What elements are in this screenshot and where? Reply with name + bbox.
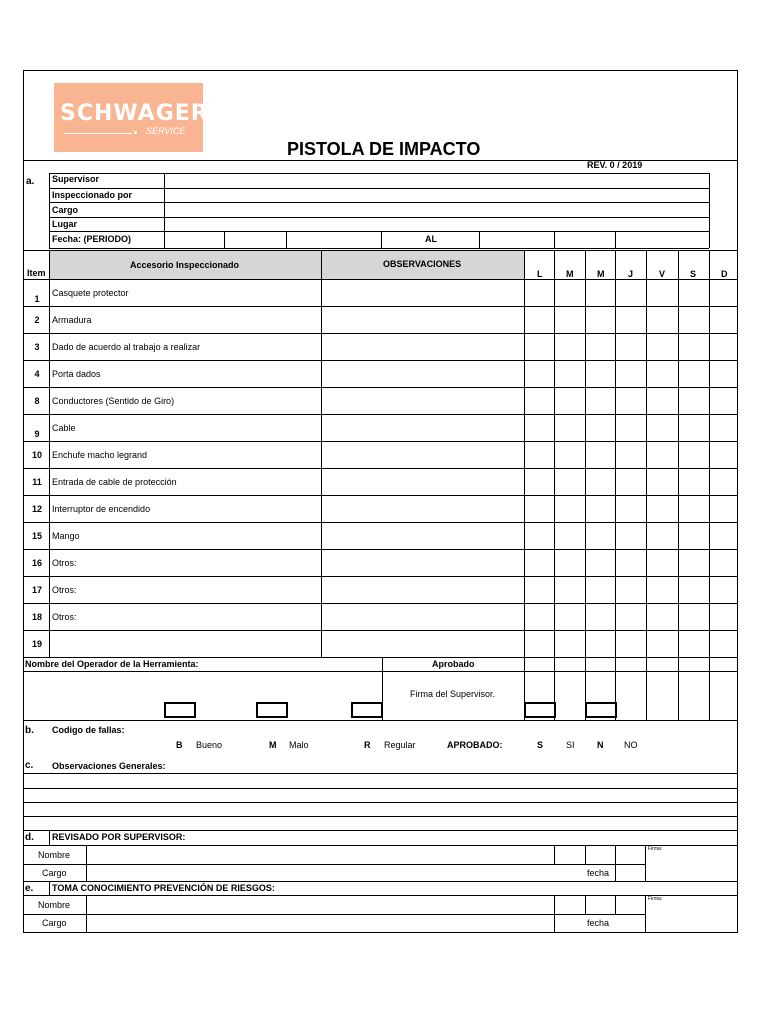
- reviewer-cargo-label: Cargo: [42, 868, 67, 878]
- reviewed-by-title: REVISADO POR SUPERVISOR:: [52, 832, 186, 842]
- reviewer-signature-input[interactable]: [646, 853, 736, 880]
- reviewer-date-label: fecha: [587, 868, 610, 878]
- row-name: Armadura: [52, 315, 92, 325]
- grid-line: [49, 248, 709, 249]
- row-item: 8: [34, 396, 40, 406]
- code-s-meaning: SI: [566, 740, 575, 750]
- date-to-input[interactable]: [480, 232, 708, 247]
- code-r: R: [364, 740, 371, 750]
- day-header-s: S: [690, 269, 697, 279]
- row-name: Otros:: [52, 585, 77, 595]
- grid-line: [23, 468, 738, 469]
- risk-date-label: fecha: [587, 918, 610, 928]
- code-b-meaning: Bueno: [196, 740, 223, 750]
- risk-name-label: Nombre: [38, 900, 71, 910]
- grid-line: [23, 881, 738, 882]
- grid-line: [709, 250, 710, 721]
- reviewer-name-input[interactable]: [87, 846, 553, 863]
- supervisor-signature-label: Firma del Supervisor.: [410, 689, 496, 699]
- section-a-label: a.: [26, 176, 35, 187]
- row-item: 2: [34, 315, 40, 325]
- reviewer-name-label: Nombre: [38, 850, 71, 860]
- grid-line: [321, 250, 322, 658]
- risk-signature-label: Firma:: [648, 896, 663, 902]
- grid-line: [23, 333, 738, 334]
- operator-checkbox-3[interactable]: [351, 702, 383, 718]
- row-item: 18: [31, 612, 42, 622]
- row-name: Conductores (Sentido de Giro): [52, 396, 175, 406]
- row-item: 1: [34, 294, 40, 304]
- grid-line: [23, 414, 738, 415]
- grid-line: [615, 895, 616, 914]
- grid-line: [585, 250, 586, 721]
- section-b-label: b.: [25, 725, 34, 736]
- field-cargo-label: Cargo: [52, 205, 79, 215]
- grid-line: [23, 250, 738, 251]
- row-item: 17: [31, 585, 42, 595]
- row-item: 9: [34, 429, 40, 439]
- date-from-input[interactable]: [165, 232, 381, 247]
- grid-line: [646, 250, 647, 721]
- risk-signature-input[interactable]: [646, 903, 736, 932]
- grid-line: [49, 250, 50, 658]
- row-item: 19: [31, 639, 42, 649]
- grid-line: [709, 173, 710, 248]
- grid-line: [678, 250, 679, 721]
- approved-checkbox-yes[interactable]: [524, 702, 556, 718]
- row-item: 4: [34, 369, 40, 379]
- row-item: 10: [31, 450, 42, 460]
- risk-cargo-input[interactable]: [87, 915, 553, 932]
- risk-prevention-title: TOMA CONOCIMIENTO PREVENCIÓN DE RIESGOS:: [52, 883, 275, 893]
- approved-label: Aprobado: [432, 659, 475, 669]
- row-name: Entrada de cable de protección: [52, 477, 177, 487]
- code-n-meaning: NO: [624, 740, 638, 750]
- cargo-input[interactable]: [165, 203, 708, 216]
- item-header: Item: [27, 268, 46, 278]
- inspector-input[interactable]: [165, 189, 708, 201]
- grid-line: [381, 231, 382, 248]
- place-input[interactable]: [165, 218, 708, 230]
- row-name: Interruptor de encendido: [52, 504, 151, 514]
- day-header-v: V: [659, 269, 666, 279]
- grid-line: [49, 881, 50, 895]
- day-header-m1: M: [566, 269, 574, 279]
- logo-dot: [134, 131, 137, 134]
- approved-code-title: APROBADO:: [447, 740, 503, 750]
- header-line: [23, 160, 738, 161]
- operator-name-input[interactable]: [25, 673, 380, 701]
- section-c-label: c.: [25, 760, 34, 771]
- row-name: Casquete protector: [52, 288, 129, 298]
- grid-line: [23, 630, 738, 631]
- grid-line: [554, 895, 555, 933]
- reviewer-cargo-input[interactable]: [87, 865, 553, 880]
- row-name: Mango: [52, 531, 80, 541]
- grid-line: [524, 250, 525, 721]
- grid-line: [615, 250, 616, 721]
- row-name: Otros:: [52, 612, 77, 622]
- accessory-header: Accesorio Inspeccionado: [130, 260, 240, 270]
- revision: REV. 0 / 2019: [587, 160, 643, 170]
- section-e-label: e.: [25, 883, 34, 894]
- operator-checkbox-1[interactable]: [164, 702, 196, 718]
- day-header-d: D: [721, 269, 728, 279]
- logo-name: SCHWAGER: [60, 101, 209, 126]
- approved-checkbox-no[interactable]: [585, 702, 617, 718]
- grid-line: [23, 441, 738, 442]
- grid-line: [585, 845, 586, 864]
- row-item: 3: [34, 342, 40, 352]
- row-item: 11: [32, 477, 42, 487]
- day-header-j: J: [628, 269, 634, 279]
- general-observations-title: Observaciones Generales:: [52, 761, 166, 771]
- row-name: Cable: [52, 423, 76, 433]
- logo-sub: SERVICE: [146, 126, 186, 136]
- grid-line: [615, 845, 616, 881]
- field-date-label: Fecha: (PERIODO): [52, 234, 132, 244]
- row-item: 16: [31, 558, 42, 568]
- row-item: 15: [31, 531, 42, 541]
- day-header-m2: M: [597, 269, 605, 279]
- row-name: Porta dados: [52, 369, 101, 379]
- page-title: PISTOLA DE IMPACTO: [287, 139, 481, 159]
- row-name: Otros:: [52, 558, 77, 568]
- general-observations-input[interactable]: [25, 774, 736, 829]
- grid-line: [23, 306, 738, 307]
- section-d-label: d.: [25, 832, 34, 843]
- code-n: N: [597, 740, 604, 750]
- date-al-label: AL: [425, 234, 437, 244]
- grid-line: [49, 173, 50, 248]
- code-s: S: [537, 740, 544, 750]
- code-m: M: [269, 740, 277, 750]
- grid-line: [585, 895, 586, 914]
- risk-cargo-label: Cargo: [42, 918, 67, 928]
- fault-code-title: Codigo de fallas:: [52, 725, 125, 735]
- field-inspector-label: Inspeccionado por: [52, 190, 133, 200]
- grid-line: [23, 657, 738, 658]
- grid-line: [23, 495, 738, 496]
- grid-line: [49, 830, 50, 845]
- operator-label: Nombre del Operador de la Herramienta:: [25, 659, 199, 669]
- operator-checkbox-2[interactable]: [256, 702, 288, 718]
- grid-line: [554, 250, 555, 721]
- code-b: B: [176, 740, 183, 750]
- grid-line: [23, 522, 738, 523]
- grid-line: [23, 671, 738, 672]
- grid-line: [23, 830, 738, 831]
- grid-line: [23, 576, 738, 577]
- grid-line: [23, 720, 738, 721]
- code-r-meaning: Regular: [384, 740, 416, 750]
- row-name: Enchufe macho legrand: [52, 450, 148, 460]
- grid-line: [23, 549, 738, 550]
- company-logo: [54, 83, 209, 152]
- day-header-l: L: [537, 269, 543, 279]
- row-item: 12: [31, 504, 42, 514]
- reviewer-signature-label: Firma:: [648, 846, 663, 852]
- grid-line: [23, 360, 738, 361]
- grid-line: [23, 603, 738, 604]
- field-place-label: Lugar: [52, 219, 78, 229]
- supervisor-input[interactable]: [165, 174, 708, 187]
- field-supervisor-label: Supervisor: [52, 174, 100, 184]
- observations-header: OBSERVACIONES: [383, 259, 462, 269]
- grid-line: [23, 387, 738, 388]
- code-m-meaning: Malo: [289, 740, 309, 750]
- row-name: Dado de acuerdo al trabajo a realizar: [52, 342, 201, 352]
- logo-line: [64, 133, 132, 134]
- grid-line: [554, 845, 555, 864]
- risk-name-input[interactable]: [87, 896, 553, 913]
